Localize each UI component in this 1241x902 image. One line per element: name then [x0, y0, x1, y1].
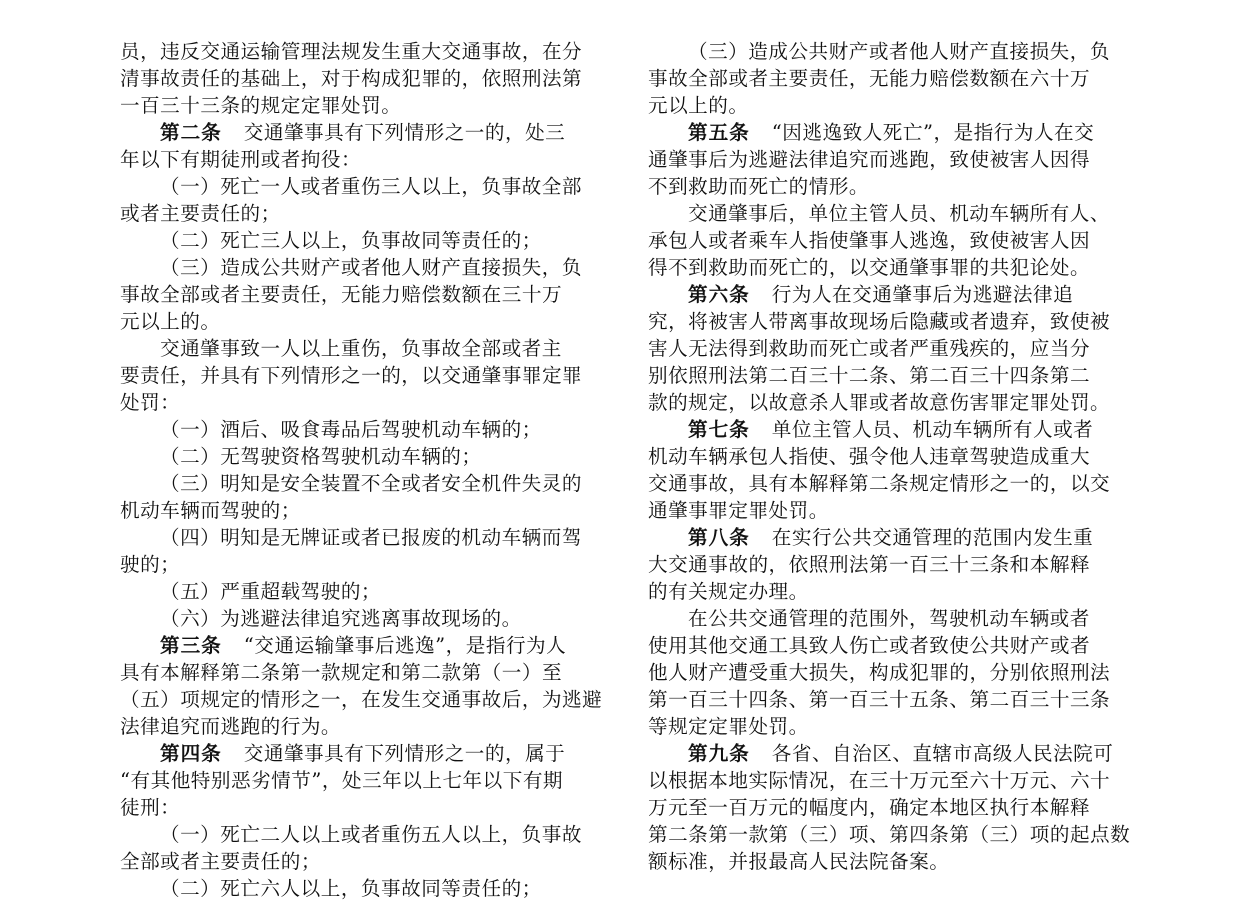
- text-line: [120, 227, 605, 254]
- text-line: [648, 821, 1133, 848]
- text-line: [648, 686, 1133, 713]
- text-line: [648, 659, 1133, 686]
- line-text: （二）无驾驶资格驾驶机动车辆的；: [160, 445, 482, 468]
- text-line: [648, 38, 1133, 65]
- text-line: [120, 389, 605, 416]
- line-text: 机动车辆而驾驶的；: [120, 499, 301, 522]
- text-line: [648, 497, 1133, 524]
- article-heading: 第九条: [688, 742, 750, 765]
- line-text: 员，违反交通运输管理法规发生重大交通事故，在分: [120, 40, 583, 63]
- article-heading: 第四条: [160, 742, 222, 765]
- article-heading: 第六条: [688, 283, 750, 306]
- text-line: [120, 767, 605, 794]
- text-line: [120, 308, 605, 335]
- line-text: 全部或者主要责任的；: [120, 850, 321, 873]
- line-text: （三）造成公共财产或者他人财产直接损失，负: [160, 256, 582, 279]
- line-text: （五）严重超载驾驶的；: [160, 580, 382, 603]
- text-line: [120, 632, 605, 659]
- line-text: 等规定定罪处罚。: [648, 715, 809, 738]
- line-text: 承包人或者乘车人指使肇事人逃逸，致使被害人因: [648, 229, 1091, 252]
- text-line: [648, 308, 1133, 335]
- text-line: [120, 740, 605, 767]
- text-line: [648, 254, 1133, 281]
- line-text: （二）死亡六人以上，负事故同等责任的；: [160, 877, 542, 900]
- text-line: [120, 335, 605, 362]
- line-text: 款的规定，以故意杀人罪或者故意伤害罪定罪处罚。: [648, 391, 1111, 414]
- line-text: 或者主要责任的；: [120, 202, 281, 225]
- text-line: [120, 497, 605, 524]
- line-text: 不到救助而死亡的情形。: [648, 175, 870, 198]
- text-line: [120, 659, 605, 686]
- line-text: 额标准，并报最高人民法院备案。: [648, 850, 950, 873]
- text-line: [120, 38, 605, 65]
- line-text: 交通肇事具有下列情形之一的，属于: [243, 742, 566, 765]
- text-line: [648, 200, 1133, 227]
- line-text: （一）酒后、吸食毒品后驾驶机动车辆的；: [160, 418, 542, 441]
- text-line: [120, 821, 605, 848]
- article-heading: 第三条: [160, 634, 222, 657]
- line-text: 行为人在交通肇事后为逃避法律追: [771, 283, 1074, 306]
- text-line: [648, 227, 1133, 254]
- line-text: （一）死亡二人以上或者重伤五人以上，负事故: [160, 823, 582, 846]
- text-line: [120, 875, 605, 902]
- line-text: 万元至一百万元的幅度内，确定本地区执行本解释: [648, 796, 1091, 819]
- line-text: 第一百三十四条、第一百三十五条、第二百三十三条: [648, 688, 1111, 711]
- text-line: [648, 173, 1133, 200]
- line-text: 以根据本地实际情况，在三十万元至六十万元、六十: [648, 769, 1111, 792]
- text-line: [648, 713, 1133, 740]
- text-line: [120, 65, 605, 92]
- text-line: [120, 416, 605, 443]
- text-line: [120, 119, 605, 146]
- line-text: 通肇事后为逃避法律追究而逃跑，致使被害人因得: [648, 148, 1091, 171]
- text-line: [120, 848, 605, 875]
- line-text: 使用其他交通工具致人伤亡或者致使公共财产或者: [648, 634, 1091, 657]
- line-text: （六）为逃避法律追究逃离事故现场的。: [160, 607, 522, 630]
- article-heading: 第五条: [688, 121, 750, 144]
- text-line: [120, 794, 605, 821]
- line-text: 在实行公共交通管理的范围内发生重: [771, 526, 1094, 549]
- text-line: [120, 92, 605, 119]
- line-text: 他人财产遭受重大损失，构成犯罪的，分别依照刑法: [648, 661, 1111, 684]
- line-text: （四）明知是无牌证或者已报废的机动车辆而驾: [160, 526, 582, 549]
- line-text: 要责任，并具有下列情形之一的，以交通肇事罪定罪: [120, 364, 583, 387]
- line-text: （一）死亡一人或者重伤三人以上，负事故全部: [160, 175, 582, 198]
- text-line: [648, 416, 1133, 443]
- text-line: [648, 281, 1133, 308]
- text-line: [120, 551, 605, 578]
- line-text: 元以上的。: [120, 310, 221, 333]
- line-text: 处罚：: [120, 391, 181, 414]
- line-text: 事故全部或者主要责任，无能力赔偿数额在六十万: [648, 67, 1091, 90]
- text-line: [648, 443, 1133, 470]
- left-column: [120, 38, 605, 902]
- text-line: [648, 362, 1133, 389]
- text-line: [120, 686, 605, 713]
- text-line: [120, 524, 605, 551]
- text-line: [120, 605, 605, 632]
- line-text: 第二条第一款第（三）项、第四条第（三）项的起点数: [648, 823, 1131, 846]
- line-text: 在公共交通管理的范围外，驾驶机动车辆或者: [688, 607, 1090, 630]
- text-line: [120, 713, 605, 740]
- text-line: [648, 740, 1133, 767]
- text-line: [120, 362, 605, 389]
- text-line: [120, 173, 605, 200]
- text-line: [648, 65, 1133, 92]
- line-text: 大交通事故的，依照刑法第一百三十三条和本解释: [648, 553, 1091, 576]
- line-text: 清事故责任的基础上，对于构成犯罪的，依照刑法第: [120, 67, 583, 90]
- article-heading: 第二条: [160, 121, 222, 144]
- line-text: 害人无法得到救助而死亡或者严重残疾的，应当分: [648, 337, 1091, 360]
- line-text: 交通肇事致一人以上重伤，负事故全部或者主: [160, 337, 562, 360]
- line-text: （三）造成公共财产或者他人财产直接损失，负: [688, 40, 1110, 63]
- line-text: 驶的；: [120, 553, 181, 576]
- line-text: （三）明知是安全装置不全或者安全机件失灵的: [160, 472, 582, 495]
- text-line: [120, 254, 605, 281]
- article-heading: 第七条: [688, 418, 750, 441]
- text-line: [120, 146, 605, 173]
- line-text: 机动车辆承包人指使、强令他人违章驾驶造成重大: [648, 445, 1091, 468]
- line-text: “交通运输肇事后逃逸”，是指行为人: [243, 634, 567, 657]
- line-text: （五）项规定的情形之一，在发生交通事故后，为逃避: [120, 688, 603, 711]
- line-text: （二）死亡三人以上，负事故同等责任的；: [160, 229, 542, 252]
- text-line: [120, 443, 605, 470]
- line-text: 交通肇事后，单位主管人员、机动车辆所有人、: [688, 202, 1110, 225]
- line-text: 交通肇事具有下列情形之一的，处三: [243, 121, 566, 144]
- right-column: [648, 38, 1133, 875]
- line-text: 具有本解释第二条第一款规定和第二款第（一）至: [120, 661, 563, 684]
- text-line: [648, 92, 1133, 119]
- text-line: [120, 578, 605, 605]
- text-line: [648, 470, 1133, 497]
- text-line: [648, 848, 1133, 875]
- line-text: 元以上的。: [648, 94, 749, 117]
- text-line: [648, 767, 1133, 794]
- text-line: [648, 578, 1133, 605]
- text-line: [648, 524, 1133, 551]
- text-line: [648, 389, 1133, 416]
- line-text: 各省、自治区、直辖市高级人民法院可: [771, 742, 1114, 765]
- text-line: [120, 200, 605, 227]
- line-text: 通肇事罪定罪处罚。: [648, 499, 829, 522]
- line-text: “有其他特别恶劣情节”，处三年以上七年以下有期: [120, 769, 564, 792]
- line-text: 究，将被害人带离事故现场后隐藏或者遗弃，致使被: [648, 310, 1111, 333]
- text-line: [120, 470, 605, 497]
- line-text: 年以下有期徒刑或者拘役：: [120, 148, 362, 171]
- line-text: “因逃逸致人死亡”，是指行为人在交: [771, 121, 1095, 144]
- line-text: 法律追究而逃跑的行为。: [120, 715, 342, 738]
- text-line: [648, 605, 1133, 632]
- line-text: 徒刑：: [120, 796, 181, 819]
- text-line: [648, 146, 1133, 173]
- line-text: 事故全部或者主要责任，无能力赔偿数额在三十万: [120, 283, 563, 306]
- line-text: 一百三十三条的规定定罪处罚。: [120, 94, 402, 117]
- line-text: 的有关规定办理。: [648, 580, 809, 603]
- text-line: [648, 632, 1133, 659]
- text-line: [648, 335, 1133, 362]
- text-line: [648, 119, 1133, 146]
- text-line: [120, 281, 605, 308]
- line-text: 得不到救助而死亡的，以交通肇事罪的共犯论处。: [648, 256, 1091, 279]
- line-text: 交通事故，具有本解释第二条规定情形之一的，以交: [648, 472, 1111, 495]
- text-line: [648, 794, 1133, 821]
- article-heading: 第八条: [688, 526, 750, 549]
- line-text: 单位主管人员、机动车辆所有人或者: [771, 418, 1094, 441]
- line-text: 别依照刑法第二百三十二条、第二百三十四条第二: [648, 364, 1091, 387]
- text-line: [648, 551, 1133, 578]
